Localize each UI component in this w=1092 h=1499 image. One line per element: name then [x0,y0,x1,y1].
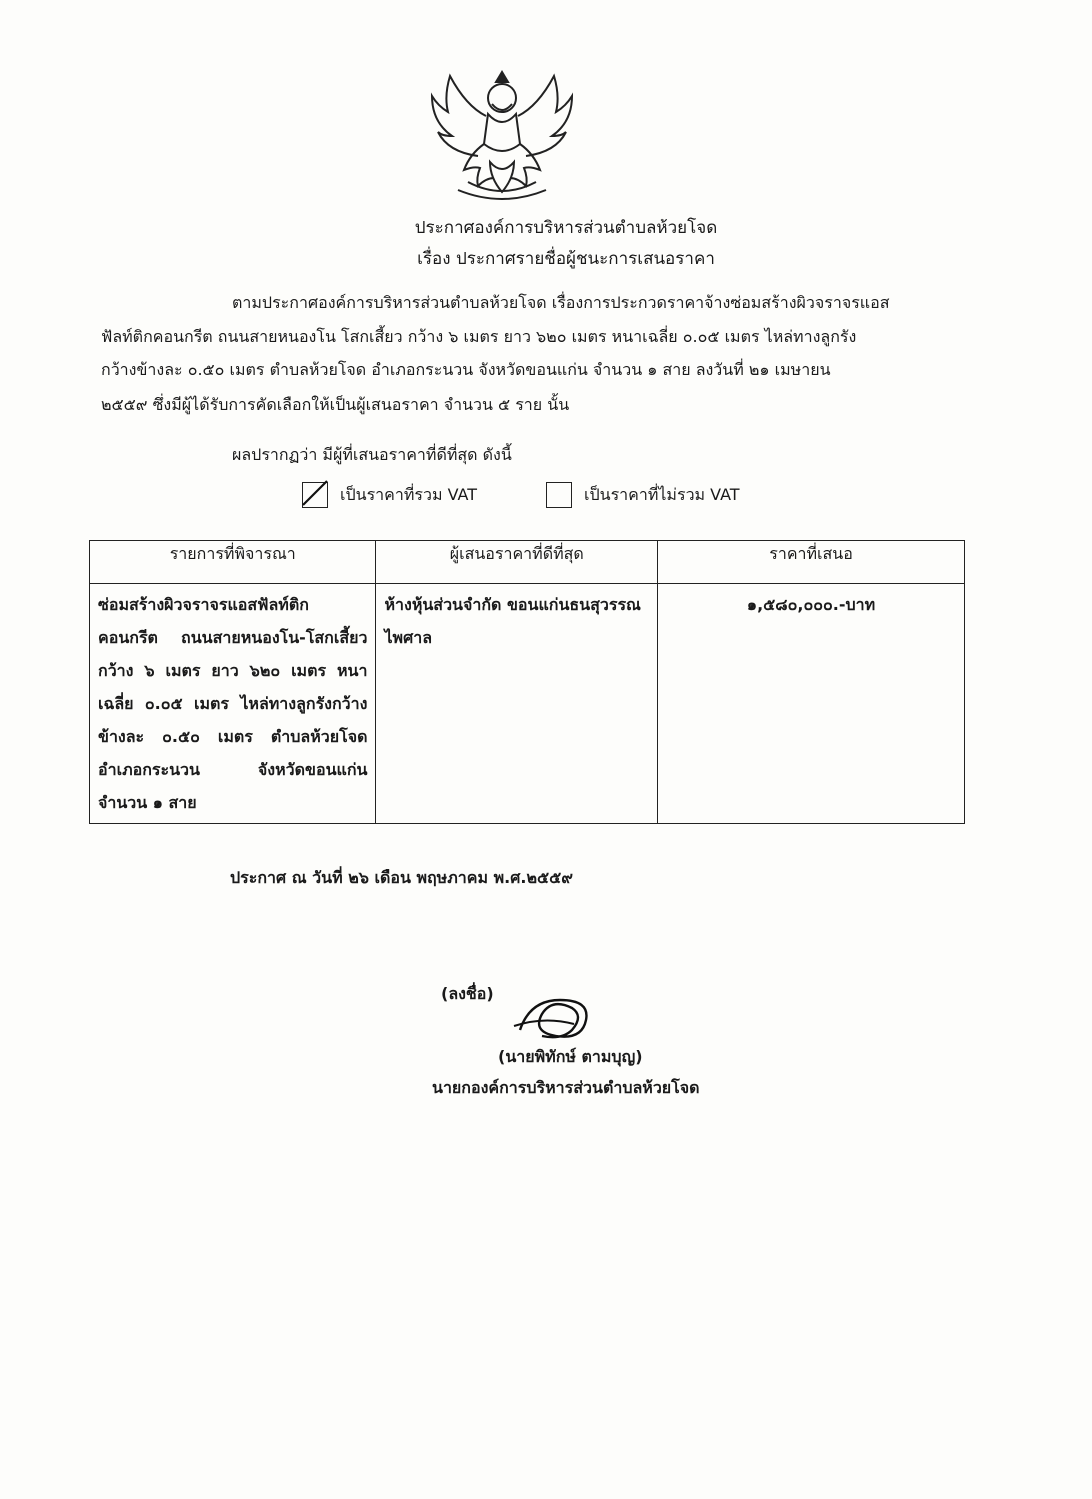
result-statement: ผลปรากฏว่า มีผู้ที่เสนอราคาที่ดีที่สุด ดังนี้ [232,445,512,464]
announcement-subject: เรื่อง ประกาศรายชื่อผู้ชนะการเสนอราคา [417,249,715,269]
check-mark-icon [301,479,331,509]
table-row [90,584,965,824]
header-price: ราคาที่เสนอ [658,541,965,584]
handwritten-signature [510,990,600,1050]
signatory-position: นายกองค์การบริหารส่วนตำบลห้วยโจด [432,1078,700,1097]
item-description: ซ่อมสร้างผิวจราจรแอสฟัลท์ติกคอนกรีต ถนนสายหนองโน-โสกเสี้ยว กว้าง ๖ เมตร ยาว ๖๒๐ เมตร หนาเฉลี่ย ๐.๐๕ เมตร ไหล่ทางลูกรังกว้างข้างละ ๐.๕๐ เมตร ตำบลห้วยโจด อำเภอกระนวน จังหวัดขอนแก่น จำนวน ๑ สาย [98,595,368,812]
vat-included-checkbox [302,482,328,508]
cell-price [658,584,965,824]
header-item: รายการที่พิจารณา [90,541,376,584]
vat-excluded-option [546,482,740,508]
body-paragraph-line: ฟัลท์ติกคอนกรีต ถนนสายหนองโน โสกเสี้ยว กว้าง ๖ เมตร ยาว ๖๒๐ เมตร หนาเฉลี่ย ๐.๐๕ เมตร ไหล่ทางลูกรัง [101,327,857,346]
header-bidder: ผู้เสนอราคาที่ดีที่สุด [376,541,658,584]
body-paragraph-line: ตามประกาศองค์การบริหารส่วนตำบลห้วยโจด เรื่องการประกวดราคาจ้างซ่อมสร้างผิวจราจรแอส [232,293,890,312]
body-paragraph-line: กว้างข้างละ ๐.๕๐ เมตร ตำบลห้วยโจด อำเภอกระนวน จังหวัดขอนแก่น จำนวน ๑ สาย ลงวันที่ ๒๑ เมษายน [101,360,831,379]
vat-excluded-checkbox [546,482,572,508]
body-paragraph-line: ๒๕๕๙ ซึ่งมีผู้ได้รับการคัดเลือกให้เป็นผู้เสนอราคา จำนวน ๕ ราย นั้น [101,395,570,414]
cell-item [90,584,376,824]
announcement-date: ประกาศ ณ วันที่ ๒๖ เดือน พฤษภาคม พ.ศ.๒๕๕๙ [230,868,573,887]
signatory-name: (นายพิทักษ์ ตามบุญ) [498,1047,643,1066]
vat-included-label: เป็นราคาที่รวม VAT [340,484,477,504]
table-header-row [90,541,965,584]
award-table [89,540,965,824]
offered-price: ๑,๕๘๐,๐๐๐.-บาท [746,595,876,614]
garuda-emblem-icon [428,64,576,204]
signature-label: (ลงชื่อ) [441,984,494,1003]
vat-included-option [302,482,477,508]
cell-bidder [376,584,658,824]
winning-bidder: ห้างหุ้นส่วนจำกัด ขอนแก่นธนสุวรรณไพศาล [384,595,641,647]
vat-excluded-label: เป็นราคาที่ไม่รวม VAT [584,484,740,504]
announcement-issuer: ประกาศองค์การบริหารส่วนตำบลห้วยโจด [414,218,718,238]
